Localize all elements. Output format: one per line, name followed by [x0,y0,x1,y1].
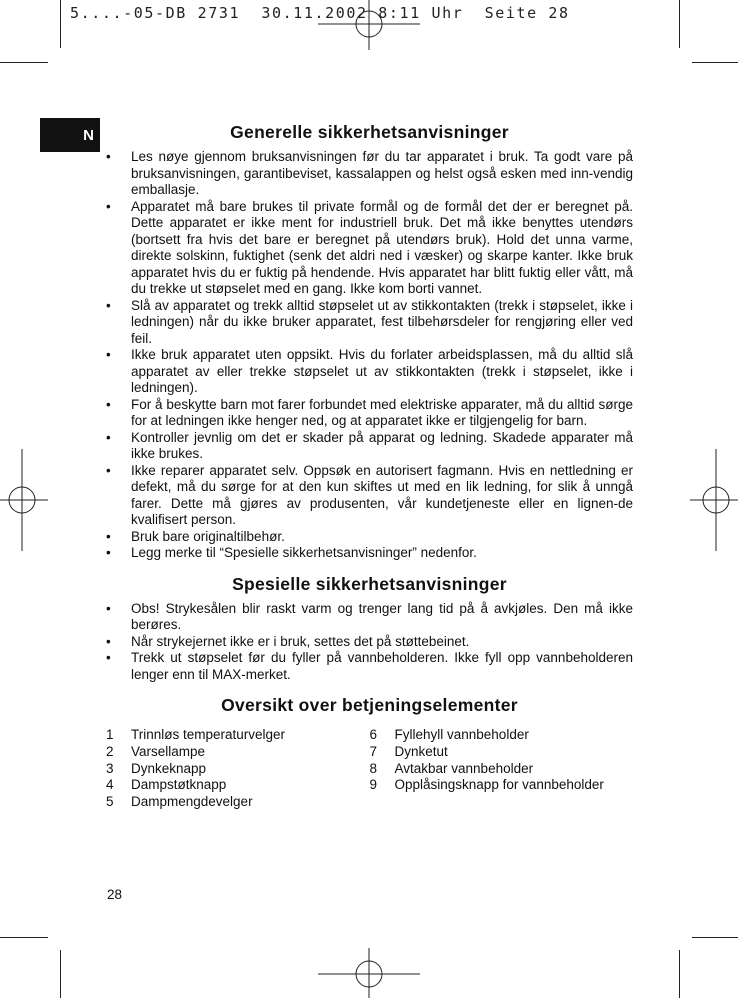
crop-mark-bottom-right-v [679,950,680,998]
overview-item-number: 3 [106,760,114,776]
section-title-overview: Oversikt over betjeningselementer [221,695,518,715]
list-item [106,529,633,546]
overview-item [106,727,370,744]
list-item [106,149,633,199]
bullet-icon: • [106,347,111,362]
overview-item-label: Dynkeknapp [131,760,207,776]
overview-column-right [370,727,634,811]
list-item-text: Trekk ut støpselet før du fyller på vannbeholderen. Ikke fyll opp vannbeholderen lenger enn til MAX-merket. [131,650,633,682]
overview-item-number: 7 [369,743,378,759]
list-item-text: Kontroller jevnlig om det er skader på apparat og ledning. Skadede apparater må ikke brukes. [131,429,633,461]
list-item-text: Obs! Strykesålen blir raskt varm og trenger lang tid på å avkjøles. Den må ikke berøres. [131,600,633,632]
overview-item [370,744,634,761]
overview-item [106,777,370,794]
overview-column-left [106,727,370,811]
crop-mark-top-right-v [679,0,680,48]
overview-item-number: 6 [369,727,378,742]
overview-item-number: 5 [106,794,114,810]
bullet-icon: • [106,528,111,544]
overview-item [106,794,370,811]
bullet-icon: • [106,650,111,665]
overview-item-number: 4 [106,777,114,793]
bullet-icon: • [106,462,111,478]
crop-mark-bottom-left-v [60,950,61,998]
list-item [106,650,633,683]
list-item [106,545,633,562]
registration-mark-bottom-icon [318,948,420,998]
overview-item-number: 2 [106,743,114,759]
overview-item-number: 9 [369,777,378,793]
crop-mark-bottom-left-h [0,937,48,938]
list-item [106,634,633,651]
list-item [106,601,633,634]
overview-item-label: Varsellampe [131,743,206,759]
bullet-icon: • [106,633,111,649]
overview-item [370,727,634,744]
section-title-general: Generelle sikkerhetsanvisninger [230,122,509,142]
list-item-text: Ikke reparer apparatet selv. Oppsøk en autorisert fagmann. Hvis en nettledning er defekt, må du sørge for at den kun skiftes ut med en lik ledning, for slik å unngå farer. Dette må gjøres av produsenten, vår kundetjeneste eller en lignen-de kvalifisert person. [131,462,633,527]
crop-mark-top-right-h [692,62,738,63]
section-title-special: Spesielle sikkerhetsanvisninger [232,573,507,594]
bullet-icon: • [106,149,111,164]
overview-item [370,777,634,794]
list-item [106,347,633,397]
list-item-text: Bruk bare originaltilbehør. [131,528,285,544]
overview-item-label: Dampstøtknapp [131,777,227,793]
crop-mark-top-left-v [60,0,61,48]
overview-item-label: Fyllehyll vannbeholder [394,727,529,742]
list-item-text: For å beskytte barn mot farer forbundet med elektriske apparater, må du alltid sørge for at ledningen ikke henger ned, og at apparatet ikke er tilgjengelig for barn. [131,396,633,428]
list-item [106,463,633,529]
page-number: 28 [107,887,123,902]
list-item-text: Slå av apparatet og trekk alltid støpselet ut av stikkontakten (trekk i støpselet, ikke i ledningen) når du ikke bruker apparatet, fest tilbehørsdeler for rengjøring eller ved feil. [131,297,633,346]
special-safety-list [106,601,633,684]
list-item [106,298,633,348]
list-item [106,430,633,463]
overview-item-number: 1 [106,727,114,742]
overview-item [106,761,370,778]
bullet-icon: • [106,297,111,313]
overview-item [106,744,370,761]
list-item [106,199,633,298]
overview-item-label: Dampmengdevelger [131,794,253,810]
crop-mark-top-left-h [0,62,48,63]
list-item-text: Ikke bruk apparatet uten oppsikt. Hvis du forlater arbeidsplassen, må du alltid slå apparatet av eller trekke støpselet ut av stikkontakten (trekk i støpselet, ikke i ledningen). [131,347,633,395]
controls-overview [106,727,633,811]
list-item [106,397,633,430]
print-header: 5....-05-DB 2731 30.11.2002 8:11 Uhr Seite 28 [70,4,570,22]
overview-item-label: Avtakbar vannbeholder [394,760,534,776]
main-content [106,121,633,811]
bullet-icon: • [106,198,111,214]
list-item-text: Apparatet må bare brukes til private formål og de formål det der er beregnet på. Dette apparatet er ikke ment for industriell bruk. Det må ikke benyttes utendørs (bortsett fra hvis det bare er beregnet på utendørs bruk). Hold det unna varme, direkte solskinn, fuktighet (senk det aldri ned i væsker) og skarpe kanter. Ikke bruk apparatet hvis du er fuktig på hendende. Hvis apparatet har blitt fuktig eller vått, må du trekke ut støpselet med en gang. Ikke kom borti vannet. [131,198,633,296]
list-item-text: Les nøye gjennom bruksanvisningen før du tar apparatet i bruk. Ta godt vare på bruksanvisningen, garantibeviset, kassalappen og helst også esken med inn-vendig emballasje. [131,149,633,197]
list-item-text: Når strykejernet ikke er i bruk, settes det på støttebeinet. [131,633,470,649]
registration-mark-left-icon [0,449,48,551]
bullet-icon: • [106,396,111,412]
list-item-text: Legg merke til “Spesielle sikkerhetsanvisninger” nedenfor. [131,545,477,560]
overview-item-label: Opplåsingsknapp for vannbeholder [394,777,604,793]
overview-item-label: Trinnløs temperaturvelger [131,727,286,742]
general-safety-list [106,149,633,562]
language-tab: N [40,118,100,152]
bullet-icon: • [106,429,111,445]
overview-item [370,761,634,778]
bullet-icon: • [106,600,111,616]
overview-item-number: 8 [369,760,378,776]
overview-item-label: Dynketut [394,743,448,759]
registration-mark-top-icon [318,0,420,50]
bullet-icon: • [106,545,111,560]
crop-mark-bottom-right-h [692,937,738,938]
registration-mark-right-icon [690,449,738,551]
